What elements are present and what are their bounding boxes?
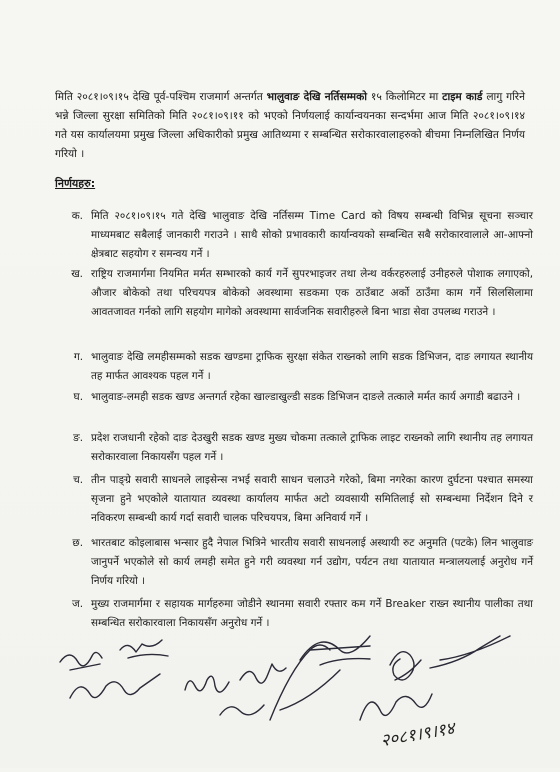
decision-label: ङ. [73, 432, 83, 444]
decision-text: तीन पाङ्ग्रे सवारी साधनले लाइसेन्स नभई सवारी साधन चलाउने गरेको, बिमा नगरेका कारण दुर्घटना पश्चात समस्या सृजना हुने भएकोले यातायात व्यवस्था कार्यालय मार्फत अटो व्यवसायी समितिलाई सो सम्बन्धमा निर्देशन दिने र नविकरण सम्बन्धी कार्य गर्दा सवारी चालक परिचयपत्र, बिमा अनिवार्य गर्ने । [91, 474, 533, 524]
decision-text: राष्ट्रिय राजमार्गमा नियमित मर्मत सम्भारको कार्य गर्ने सुपरभाइजर तथा लेन्थ वर्करहरुलाई उनीहरुले पोशाक लगाएको, औजार बोकेको तथा परिचयपत्र बोकेको अवस्थामा सडकमा एक ठाउँबाट अर्को ठाउँमा काम गर्ने सिलसिलामा आवतजावत गर्नको लागि सहयोग मागेको अवस्थामा सार्वजनिक सवारीहरुले बिना भाडा सेवा उपलब्ध गराउने । [91, 268, 533, 318]
decision-item-ka [55, 207, 533, 264]
handwritten-date: २०८१।९।१४ [379, 718, 457, 752]
decision-label: च. [73, 474, 83, 486]
decision-text: मुख्य राजमार्गमा र सहायक मार्गहरुमा जोडीने स्थानमा सवारी रफ्तार कम गर्ने Breaker राख्न स्थानीय पालीका तथा सम्बन्धित सरोकारवाला निकायसँग अनुरोध गर्ने । [91, 598, 533, 629]
decisions-heading: निर्णयहरु: [55, 177, 96, 190]
signature-8 [390, 652, 421, 680]
decision-label: छ. [72, 537, 83, 549]
intro-part-2: १५ किलोमिटर मा [367, 91, 443, 103]
signature-1 [60, 652, 102, 670]
signatures-drawing [0, 620, 560, 768]
decision-item-ga [55, 348, 533, 386]
intro-bold-timecard: टाइम कार्ड [442, 91, 483, 103]
decision-text: भालुवाङ देखि लमहीसम्मको सडक खण्डमा ट्राफिक सुरक्षा संकेत राख्नको लागि सडक डिभिजन, दाङ लगायत स्थानीय तह मार्फत आवश्यक पहल गर्ने । [91, 351, 533, 382]
signature-2 [120, 640, 168, 658]
decision-text: भालुवाङ-लमही सडक खण्ड अन्तगर्त रहेका खाल्डाखुल्डी सडक डिभिजन दाङले तत्काले मर्मत कार्य अगाडी बढाउने । [91, 391, 521, 403]
decision-label: घ. [73, 391, 83, 403]
signature-3 [70, 674, 160, 698]
decision-item-kha [55, 265, 533, 322]
decision-text: भारतबाट कोइलाबास भन्सार हुदै नेपाल भित्रिने भारतीय सवारी साधनलाई अस्थायी रुट अनुमति (पटके) लिन भालुवाङ जानुपर्ने भएकोले सो कार्य लमही समेत हुने गरी व्यवस्था गर्न उद्योग, पर्यटन तथा यातायात मन्त्रालयलाई अनुरोध गर्ने निर्णय गरियो । [91, 537, 533, 587]
decision-item-gha [55, 388, 533, 407]
intro-part-3: लागु गरिने भन्ने जिल्ला सुरक्षा समितिको मिति २०८१।०९।११ को भएको निर्णयलाई कार्यान्वयनका सन्दर्भमा आज मिति २०८१।०९।१४ गते यस कार्यालयमा प्रमुख जिल्ला अधिकारीको प्रमुख आतिथ्यमा र सम्बन्धित सरोकारवालाहरुको बीचमा निम्नलिखित निर्णय गरियो । [55, 91, 526, 160]
signature-5 [240, 664, 286, 683]
decision-label: ज. [71, 598, 83, 610]
decision-text: मिति २०८१।०९।१५ गते देखि भालुवाङ देखि नर्तिसम्म Time Card को विषय सम्बन्धी विभिन्न सूचना सञ्चार माध्यमबाट सबैलाई जानकारी गराउने । साथै सोको प्रभावकारी कार्यान्वयको सम्बन्धित सबै सरोकारवालाले आ-आफ्नो क्षेत्रबाट सहयोग र समन्वय गर्ने । [91, 210, 533, 260]
signature-4 [185, 676, 229, 692]
signatures-area [0, 620, 560, 768]
signature-6 [300, 636, 370, 665]
decision-label: ख. [71, 268, 83, 280]
signature-11 [220, 705, 264, 715]
signature-7 [270, 645, 340, 720]
intro-bold-route: भालुवाङ देखि नर्तिसम्मको [266, 91, 367, 103]
intro-paragraph [55, 88, 525, 164]
intro-part-1: मिति २०८१।०९।१५ देखि पूर्व-पश्चिम राजमार्ग अन्तर्गत [55, 91, 267, 103]
signature-9 [430, 636, 510, 668]
decision-text: प्रदेश राजधानी रहेको दाङ देउखुरी सडक खण्ड मुख्य चोकमा तत्काले ट्राफिक लाइट राख्नको लागि स्थानीय तह लगायत सरोकारवाला निकायसँग पहल गर्ने । [91, 432, 533, 463]
decision-item-cha [55, 471, 533, 528]
signature-10 [360, 694, 432, 720]
decision-label: ग. [73, 351, 83, 363]
decision-item-chha [55, 534, 533, 591]
decision-label: क. [71, 210, 83, 222]
decision-item-nga [55, 429, 533, 467]
